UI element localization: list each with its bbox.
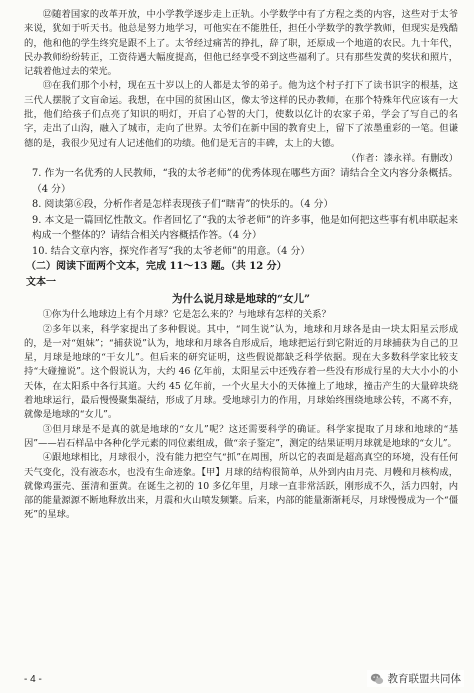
watermark xyxy=(367,670,465,687)
question-10: 10. 结合文章内容，探究作者写“我的太爷老师”的用意。（4 分） xyxy=(32,245,311,257)
question-8: 8. 阅读第⑥段，分析作者是怎样表现孩子们“瞎青”的快乐的。（4 分） xyxy=(32,199,334,211)
paragraph-4: ④跟地球相比，月球很小，没有能力把空气“抓”在周围，所以它的表面是超高真空的环境，没有任何天气变化，没有液态水，也没有生命迹象。【甲】月球的结构很简单，从外到内由月壳、月幔和月核构成，就像鸡蛋壳、蛋清和蛋黄。在诞生之初的 10 多亿年里，月球一直非常活跃，刚形成不久，活力四射，内部的能量源源不断地释放出来，月震和火山喷发频繁。后来，内部的能量渐渐耗尽，月球慢慢成为一个“僵死”的星球。 xyxy=(24,452,458,521)
paragraph-12: ⑫随着国家的改革开放，中小学教学逐步走上正轨。小学数学中有了方程之类的内容，这些对于太爷来说，犹如于听天书。他总是努力地学习，可他实在不能胜任，担任小学数学的教学教师，但现实是残酷的，他和他的学生终究是跟不上了。太爷经过痛苦的挣扎，辞了职，还原成一个地道的农民。九十年代，民办教师纷纷转正，工资待遇大幅度提高，但他已经享受不到这些福利了。只有那些发黄的奖状和照片，记载着他过去的荣光。 xyxy=(24,9,458,78)
watermark-text: 教育联盟共同体 xyxy=(387,673,461,685)
text-label: 文本一 xyxy=(26,277,56,289)
question-7: 7. 作为一名优秀的人民教师，“我的太爷老师”的优秀体现在哪些方面？请结合全文内容分条概括。（4 分） xyxy=(32,168,458,195)
page-number: - 4 - xyxy=(24,674,42,685)
paragraph-13: ⑬在我们那个小村，现在五十岁以上的人都是太爷的弟子。他为这个村子打下了读书识字的根基，这三代人摆脱了文盲命运。我想，在中国的贫困山区，像太爷这样的民办教师，在那个特殊年代应该有一大批，他们给孩子们点亮了知识的明灯，开启了心智的大门，使数以亿计的农家子弟，学会了写自己的名字，走出了山沟，融入了城市，走向了世界。太爷们在新中国的教育史上，留下了浓墨重彩的一笔。但谦德的是，我很少见过有人记述他们的功绩。他们是无言的丰碑，太上的大德。 xyxy=(24,80,458,149)
section-heading: （二）阅读下面两个文本，完成 11～13 题。（共 12 分） xyxy=(26,261,287,273)
article-source: （作者：漆永祥。有删改） xyxy=(346,152,458,164)
paragraph-2: ②多年以来，科学家提出了多种假说。其中，“同生说”认为，地球和月球各是由一块太阳星云形成的，是一对“姐妹”；“捕获说”认为，地球和月球各自形成后，地球把运行到它附近的月球捕获为自己的卫星，月球是地球的“干女儿”。但后来的研究证明，这些假说都缺乏科学依据。现在大多数科学家比较支持“大碰撞说”。这个假说认为，大约 46 亿年前，太阳星云中还残存着一些没有形成行星的大大小小的小天体，在太阳系中各行其道。大约 45 亿年前，一个火星大小的天体撞上了地球，撞击产生的大量碎块绕着地球运行，最后慢慢聚集凝结，形成了月球。受地球引力的作用，月球始终围绕地球公转，不离不弃，就像是地球的“女儿”。 xyxy=(24,323,458,421)
question-9: 9. 本文是一篇回忆性散文。作者回忆了“我的太爷老师”的许多事，他是如何把这些事有机串联起来构成一个整体的？请结合相关内容概括作答。（4 分） xyxy=(32,214,458,242)
article-title: 为什么说月球是地球的“女儿” xyxy=(171,293,311,306)
paragraph-1: ①你为什么地球边上有个月球？它是怎么来的？与地球有怎样的关系？ xyxy=(42,309,331,321)
paragraph-3: ③但月球是不是真的就是地球的“女儿”呢？这还需要科学的确证。科学家提取了月球和地球的“基因”——岩石样品中各种化学元素的同位素组成，做“亲子鉴定”，测定的结果证明月球就是地球的“女儿”。 xyxy=(24,423,458,449)
wechat-icon xyxy=(370,672,384,686)
